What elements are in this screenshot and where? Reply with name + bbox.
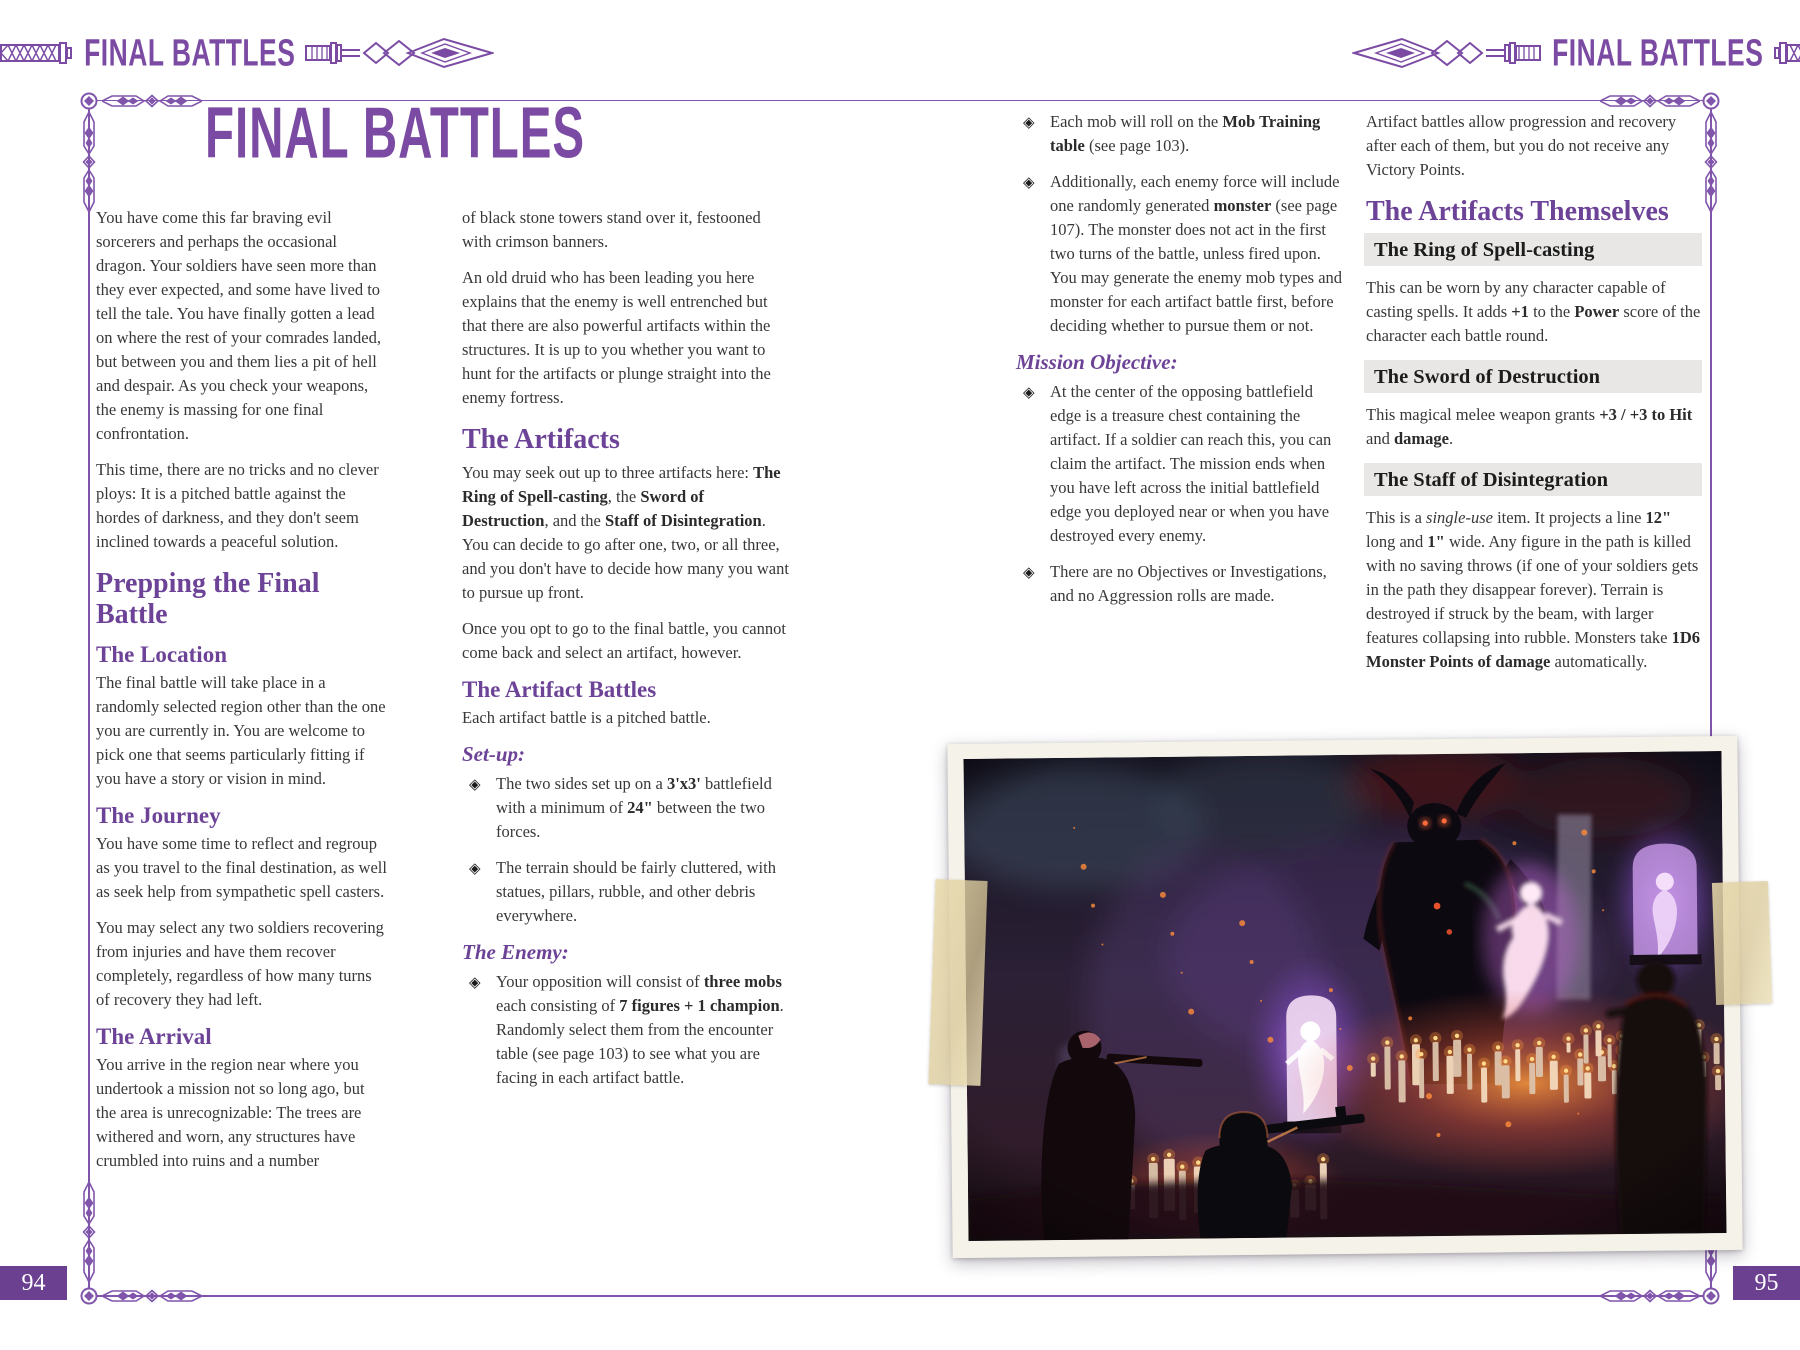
body-paragraph: Each artifact battle is a pitched battle. <box>462 708 711 727</box>
spear-shaft-icon <box>1774 42 1800 64</box>
section-heading: Prepping the Final Battle <box>96 568 320 630</box>
list-heading: The Enemy: <box>462 940 569 964</box>
bullet-item <box>462 856 792 928</box>
frame-corner-ornament <box>78 1285 100 1307</box>
diamond-bullet-icon: ◈ <box>1023 563 1035 581</box>
artifact-name-box: The Staff of Disintegration <box>1364 463 1702 496</box>
page-title: FINAL BATTLES <box>204 92 585 174</box>
diamond-bullet-icon: ◈ <box>1023 113 1035 131</box>
diamond-bullet-icon: ◈ <box>469 859 481 877</box>
body-paragraph: You may select any two soldiers recovering from injuries and have them recover completely, regardless of how many turns of recovery they had left. <box>96 918 384 1009</box>
page-number-right: 95 <box>1733 1266 1800 1300</box>
body-paragraph: This is a single-use item. It projects a line 12" long and 1" wide. Any figure in the path is killed with no saving throws (if one of your soldiers gets in the path they disappear forever). Terrain is destroyed if struck by the beam, with larger features collapsing into rubble. Monsters take 1D6 Monster Points of damage automatically. <box>1366 508 1701 671</box>
bullet-item <box>1016 170 1348 338</box>
list-heading: Mission Objective: <box>1016 350 1178 374</box>
battle-scene-illustration <box>963 751 1726 1241</box>
body-paragraph: You may seek out up to three artifacts here: The Ring of Spell-casting, the Sword of Destruction, and the Staff of Disintegration. You can decide to go after one, two, or all three, and you don't have to decide how many you want to pursue up front. <box>462 463 789 602</box>
frame-chain-ornament <box>102 1289 202 1303</box>
bullet-list <box>462 772 792 928</box>
bullet-text: The two sides set up on a 3'x3' battlefield with a minimum of 24" between the two forces. <box>496 774 772 841</box>
frame-chain-ornament <box>1600 94 1700 108</box>
battle-scene-photo <box>947 736 1742 1258</box>
subsection-heading: The Arrival <box>96 1024 212 1049</box>
bullet-item <box>462 970 792 1090</box>
frame-corner-ornament <box>1700 90 1722 112</box>
diamond-bullet-icon: ◈ <box>469 973 481 991</box>
body-paragraph: An old druid who has been leading you here explains that the enemy is well entrenched but that there are also powerful artifacts within the structures. It is up to you whether you want to hunt for the artifacts or plunge straight into the enemy fortress. <box>462 268 771 407</box>
bullet-item <box>1016 110 1348 158</box>
frame-bottom-rule <box>89 1295 1711 1297</box>
body-paragraph: Artifact battles allow progression and recovery after each of them, but you do not receive any Victory Points. <box>1366 112 1677 179</box>
page-number-left: 94 <box>0 1266 67 1300</box>
body-paragraph: of black stone towers stand over it, festooned with crimson banners. <box>462 208 761 251</box>
artifact-name-box: The Ring of Spell-casting <box>1364 233 1702 266</box>
tape-strip-right <box>1712 881 1772 1005</box>
body-paragraph: This time, there are no tricks and no clever ploys: It is a pitched battle against the hordes of darkness, and they don't seem inclined towards a peaceful solution. <box>96 460 379 551</box>
bullet-text: Your opposition will consist of three mobs each consisting of 7 figures + 1 champion. Randomly select them from the encounter table (see page 103) to see what you are facing in each artifact battle. <box>496 972 784 1087</box>
bullet-item <box>1016 380 1348 548</box>
body-paragraph: You arrive in the region near where you undertook a mission not so long ago, but the area is unrecognizable: The trees are withered and worn, any structures have crumbled into ruins and a number <box>96 1055 365 1170</box>
subsection-heading: The Location <box>96 642 227 667</box>
diamond-bullet-icon: ◈ <box>1023 173 1035 191</box>
header-banner-left <box>0 28 494 78</box>
right-page-column-1 <box>1016 110 1348 620</box>
frame-corner-ornament <box>1700 1285 1722 1307</box>
section-heading: The Artifacts Themselves <box>1366 196 1669 227</box>
frame-left-rule <box>88 101 90 1296</box>
frame-chain-ornament <box>82 1182 96 1282</box>
list-heading: Set-up: <box>462 742 525 766</box>
body-paragraph: This magical melee weapon grants +3 / +3 to Hit and damage. <box>1366 405 1693 448</box>
subsection-heading: The Artifact Battles <box>462 677 657 702</box>
banner-title-right: FINAL BATTLES <box>1552 31 1764 74</box>
bullet-text: Each mob will roll on the Mob Training table (see page 103). <box>1050 112 1321 155</box>
spear-shaft-icon <box>0 42 72 64</box>
diamond-bullet-icon: ◈ <box>469 775 481 793</box>
vignette <box>963 751 1726 1241</box>
spear-blade-icon <box>1352 35 1542 71</box>
bullet-text: There are no Objectives or Investigations, and no Aggression rolls are made. <box>1050 562 1327 605</box>
body-paragraph: You have come this far braving evil sorcerers and perhaps the occasional dragon. Your soldiers have seen more than they ever expected, and some have lived to tell the tale. You have finally gotten a lead on where the rest of your comrades landed, but between you and them lies a pit of hell and despair. As you check your weapons, the enemy is massing for one final confrontation. <box>96 208 381 443</box>
header-banner-right <box>1352 28 1800 78</box>
body-paragraph: This can be worn by any character capable of casting spells. It adds +1 to the Power score of the character each battle round. <box>1366 278 1701 345</box>
bullet-text: At the center of the opposing battlefield edge is a treasure chest containing the artifact. If a soldier can reach this, you can claim the artifact. The mission ends when you have left across the initial battlefield edge you deployed near or when you have destroyed every enemy. <box>1050 382 1332 545</box>
bullet-item <box>1016 560 1348 608</box>
artifact-name-box: The Sword of Destruction <box>1364 360 1702 393</box>
section-heading: The Artifacts <box>462 424 620 455</box>
bullet-item <box>462 772 792 844</box>
frame-chain-ornament <box>1704 112 1718 212</box>
bullet-text: Additionally, each enemy force will include one randomly generated monster (see page 107). The monster does not act in the first two turns of the battle, unless fired upon. You may generate the enemy mob types and monster for each artifact battle first, before deciding whether to pursue them or not. <box>1050 172 1343 335</box>
left-page-column-1 <box>96 206 388 1185</box>
banner-title-left: FINAL BATTLES <box>84 31 296 74</box>
spear-blade-icon <box>304 35 494 71</box>
bullet-list <box>1016 110 1348 338</box>
bullet-text: The terrain should be fairly cluttered, with statues, pillars, rubble, and other debris everywhere. <box>496 858 776 925</box>
bullet-list <box>462 970 792 1090</box>
bullet-list <box>1016 380 1348 608</box>
subsection-heading: The Journey <box>96 803 221 828</box>
diamond-bullet-icon: ◈ <box>1023 383 1035 401</box>
left-page-column-2 <box>462 206 792 1102</box>
right-page-column-2 <box>1366 110 1702 686</box>
body-paragraph: Once you opt to go to the final battle, you cannot come back and select an artifact, however. <box>462 619 786 662</box>
tape-strip-left <box>928 879 987 1086</box>
frame-chain-ornament <box>1600 1289 1700 1303</box>
body-paragraph: You have some time to reflect and regroup as you travel to the final destination, as well as seek help from sympathetic spell casters. <box>96 834 387 901</box>
body-paragraph: The final battle will take place in a randomly selected region other than the one you are currently in. You are welcome to pick one that seems particularly fitting if you have a story or vision in mind. <box>96 673 386 788</box>
